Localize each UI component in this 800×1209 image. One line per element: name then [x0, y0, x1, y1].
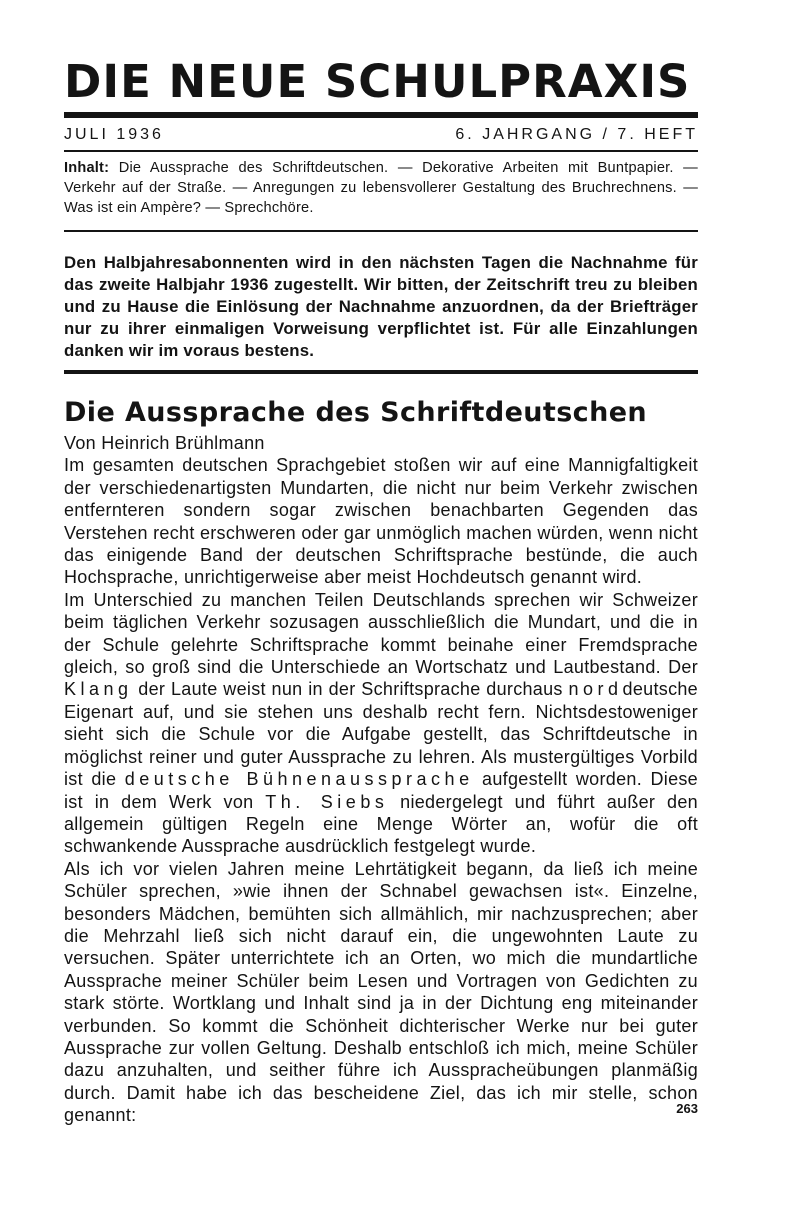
notice: Den Halbjahresabonnenten wird in den nächsten Tagen die Nachnahme für das zweite Halbjahr 1936 zugestellt. Wir bitten, der Zeitschrift treu zu bleiben und zu Hause die Einlösung der Nachnahme anzuordnen, da der Briefträger nur zu ihrer einmaligen Vorweisung verpflichtet ist. Für alle Einzahlungen danken wir im voraus bestens.	[64, 253, 698, 360]
article-body	[64, 454, 698, 1126]
paragraph-1: Im gesamten deutschen Sprachgebiet stoßen wir auf eine Mannigfaltigkeit der verschiedenartigsten Mundarten, die nicht nur beim Verkehr zwischen entfernteren sondern sogar zwischen benachbarten Gegenden das Verstehen recht erschweren oder gar unmöglich machen würden, wenn nicht das einigende Band der deutschen Schriftsprache bestünde, die auch Hochsprache, unrichtigerweise aber meist Hochdeutsch genannt wird.	[64, 455, 698, 588]
p2-text-1: Im Unterschied zu manchen Teilen Deutschlands sprechen wir Schweizer beim täglichen Verkehr sozusagen ausschließlich die Mundart, und die in der Schule gelehrte Schriftsprache kommt beinahe einer Fremdsprache gleich, so groß sind die Unterschiede an Wortschatz und Lautbestand. Der	[64, 589, 698, 678]
paragraph-3: Als ich vor vielen Jahren meine Lehrtätigkeit begann, da ließ ich meine Schüler sprechen, »wie ihnen der Schnabel gewachsen ist«. Einzelne, besonders Mädchen, bemühten sich allmählich, mir nachzusprechen; aber die Mehrzahl ließ sich nicht darauf ein, die ungewohnten Laute zu versuchen. Später unterrichtete ich an Orten, wo mich die mundartliche Aussprache meiner Schüler beim Lesen und Vortragen von Gedichten zu stark störte. Wortklang und Inhalt sind ja in der Dichtung eng miteinander verbunden. So kommt die Schönheit dichterischer Werke nur bei guter Aussprache zur vollen Geltung. Deshalb entschloß ich mich, meine Schüler dazu anzuhalten, und seither führe ich Ausspracheübungen planmäßig durch. Damit habe ich das bescheidene Ziel, das ich mir stelle, schon genannt:	[64, 858, 698, 1126]
issue-row	[64, 124, 698, 146]
issue-rule	[64, 150, 698, 152]
masthead-rule	[64, 112, 698, 118]
paragraph-2	[64, 589, 698, 858]
p2-emphasis-siebs: Th. Siebs	[265, 791, 389, 812]
p2-emphasis-klang: Klang	[64, 679, 133, 700]
page	[64, 56, 698, 1127]
contents-label: Inhalt:	[64, 160, 110, 176]
issue-number: 6. JAHRGANG / 7. HEFT	[455, 126, 698, 143]
notice-rule-bottom	[64, 370, 698, 374]
notice-rule-top	[64, 230, 698, 232]
p2-text-4: aufgestellt worden. Diese ist in dem Werk von	[64, 769, 698, 812]
p2-text-5: niedergelegt und führt außer den allgemein gültigen Regeln eine Menge Wörter an, wofür die oft schwankende Aussprache ausdrücklich festgelegt wurde.	[64, 791, 698, 857]
article-byline: Von Heinrich Brühlmann	[64, 433, 265, 453]
p2-emphasis-buehnenaussprache: deutsche Bühnenaussprache	[124, 769, 474, 790]
p2-text-2: der Laute weist nun in der Schriftsprache durchaus	[132, 679, 569, 700]
page-number: 263	[676, 1101, 698, 1116]
masthead-title: DIE NEUE SCHULPRAXIS	[64, 55, 691, 108]
p2-text-3: deutsche Eigenart auf, und sie stehen uns deshalb recht fern. Nichtsdestoweniger sieht sich die Schule vor die Aufgabe gestellt, das Schriftdeutsche in möglichst reiner und guter Aussprache zu lehren. Als mustergültiges Vorbild ist die	[64, 679, 698, 790]
p2-emphasis-nord: nord	[568, 679, 623, 700]
contents	[64, 158, 698, 218]
article-title: Die Aussprache des Schriftdeutschen	[64, 397, 648, 428]
issue-date: JULI 1936	[64, 126, 164, 143]
contents-text: Die Aussprache des Schriftdeutschen. — Dekorative Arbeiten mit Buntpapier. — Verkehr auf der Straße. — Anregungen zu lebensvollerer Gestaltung des Bruchrechnens. — Was ist ein Ampère? — Sprechchöre.	[64, 160, 698, 216]
